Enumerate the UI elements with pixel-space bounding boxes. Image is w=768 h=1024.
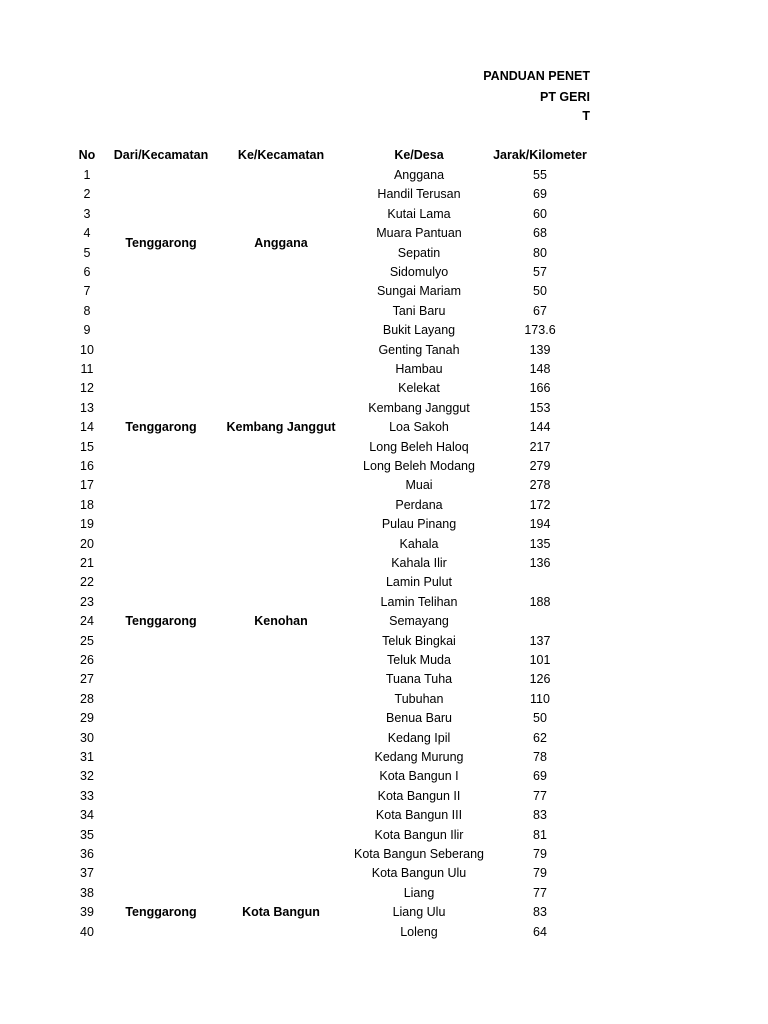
header-no: No (78, 148, 96, 162)
header-dari: Dari/Kecamatan (113, 148, 209, 162)
village-name: Kelekat (398, 381, 440, 396)
village-name: Lamin Pulut (385, 575, 452, 590)
table-row (0, 690, 768, 709)
distance-km: 279 (529, 459, 551, 473)
title-line-3: T (582, 109, 590, 123)
title-line-2: PT GERI (539, 90, 590, 104)
village-name: Lamin Telihan (380, 594, 458, 609)
row-number: 38 (80, 885, 94, 900)
row-number: 35 (80, 827, 94, 842)
row-number: 1 (83, 168, 91, 182)
distance-km: 83 (533, 905, 547, 920)
row-number: 23 (80, 594, 94, 609)
table-row (0, 341, 768, 360)
village-name: Tubuhan (394, 691, 444, 706)
distance-km: 60 (533, 206, 547, 221)
distance-km: 50 (533, 711, 547, 726)
distance-km: 166 (529, 381, 551, 396)
village-name: Bukit Layang (382, 323, 456, 338)
village-name: Kota Bangun Ilir (374, 827, 464, 842)
distance-km: 77 (533, 788, 547, 803)
row-number: 34 (80, 808, 94, 823)
table-row (0, 438, 768, 457)
distance-km: 78 (533, 750, 547, 764)
village-name: Kahala (399, 536, 439, 551)
distance-km: 217 (529, 439, 551, 454)
village-name: Kembang Janggut (368, 400, 470, 415)
village-name: Teluk Bingkai (382, 633, 456, 648)
row-number: 39 (80, 905, 94, 920)
distance-km: 172 (529, 497, 551, 512)
group-dari-label: Tenggarong (125, 614, 197, 628)
table-row (0, 457, 768, 476)
row-number: 2 (83, 187, 91, 202)
village-name: Kota Bangun III (375, 808, 463, 823)
village-name: Kedang Ipil (387, 730, 451, 745)
header-desa: Ke/Desa (394, 148, 444, 162)
distance-km: 188 (529, 594, 551, 609)
village-name: Sungai Mariam (376, 284, 462, 299)
distance-km: 79 (533, 866, 547, 881)
village-name: Kedang Murung (374, 750, 464, 764)
village-name: Pulau Pinang (381, 517, 457, 532)
village-name: Kota Bangun Seberang (354, 847, 484, 861)
table-row (0, 263, 768, 282)
table-row (0, 535, 768, 554)
table-row (0, 282, 768, 301)
distance-km: 137 (529, 633, 551, 648)
table-row (0, 670, 768, 689)
table-row (0, 651, 768, 670)
row-number: 17 (80, 478, 94, 493)
table-row (0, 185, 768, 204)
village-name: Kutai Lama (387, 206, 451, 221)
table-row (0, 767, 768, 786)
distance-km: 57 (533, 265, 547, 279)
village-name: Loleng (400, 924, 438, 939)
table-row (0, 399, 768, 418)
row-number: 22 (80, 575, 94, 590)
distance-km: 148 (529, 362, 551, 376)
village-name: Tani Baru (392, 303, 446, 318)
row-number: 10 (80, 342, 94, 357)
row-number: 13 (80, 400, 94, 415)
village-name: Handil Terusan (377, 187, 461, 202)
row-number: 31 (80, 750, 94, 764)
village-name: Muara Pantuan (376, 226, 462, 241)
row-number: 25 (80, 633, 94, 648)
title-line-1: PANDUAN PENET (483, 69, 590, 83)
table-row (0, 923, 768, 942)
table-row (0, 496, 768, 515)
village-name: Genting Tanah (378, 342, 460, 357)
row-number: 26 (80, 653, 94, 667)
table-row (0, 302, 768, 321)
table-row (0, 360, 768, 379)
distance-km: 153 (529, 400, 551, 415)
table-row (0, 787, 768, 806)
table-row (0, 806, 768, 825)
row-number: 11 (80, 362, 94, 376)
table-row (0, 321, 768, 340)
table-row (0, 826, 768, 845)
distance-km: 144 (529, 420, 551, 435)
group-dari-label: Tenggarong (125, 905, 197, 919)
row-number: 6 (83, 265, 91, 279)
distance-km: 69 (533, 187, 547, 202)
village-name: Semayang (389, 614, 449, 629)
group-ke-label: Kembang Janggut (226, 420, 336, 434)
group-dari-label: Tenggarong (125, 420, 197, 434)
row-number: 15 (80, 439, 94, 454)
village-name: Kota Bangun Ulu (371, 866, 467, 881)
village-name: Benua Baru (385, 711, 453, 726)
row-number: 32 (80, 769, 94, 784)
distance-km: 83 (533, 808, 547, 823)
village-name: Sidomulyo (389, 265, 449, 279)
village-name: Liang (403, 885, 435, 900)
row-number: 36 (80, 847, 94, 861)
distance-km: 79 (533, 847, 547, 861)
row-number: 24 (80, 614, 94, 629)
group-dari-label: Tenggarong (125, 236, 197, 250)
village-name: Kota Bangun I (379, 769, 459, 784)
distance-km: 64 (533, 924, 547, 939)
row-number: 5 (83, 245, 91, 260)
row-number: 20 (80, 536, 94, 551)
distance-km: 81 (533, 827, 547, 842)
village-name: Loa Sakoh (389, 420, 449, 435)
village-name: Teluk Muda (387, 653, 451, 667)
row-number: 9 (83, 323, 91, 338)
distance-km: 135 (529, 536, 551, 551)
row-number: 7 (83, 284, 91, 299)
row-number: 28 (80, 691, 94, 706)
village-name: Long Beleh Haloq (369, 439, 469, 454)
row-number: 27 (80, 672, 94, 687)
table-row (0, 476, 768, 495)
row-number: 8 (83, 303, 91, 318)
row-number: 29 (80, 711, 94, 726)
distance-km: 110 (530, 691, 550, 706)
distance-km: 194 (529, 517, 551, 532)
distance-km: 62 (533, 730, 547, 745)
distance-km: 278 (529, 478, 551, 493)
row-number: 21 (80, 556, 94, 570)
distance-km: 77 (533, 885, 547, 900)
distance-km: 139 (529, 342, 551, 357)
table-row (0, 205, 768, 224)
header-ke: Ke/Kecamatan (237, 148, 325, 162)
table-row (0, 166, 768, 185)
village-name: Tuana Tuha (385, 672, 453, 687)
table-row (0, 554, 768, 573)
row-number: 12 (80, 381, 94, 396)
group-ke-label: Anggana (254, 236, 308, 250)
village-name: Liang Ulu (392, 905, 446, 920)
table-row (0, 379, 768, 398)
group-ke-label: Kota Bangun (242, 905, 320, 919)
row-number: 19 (80, 517, 94, 532)
row-number: 33 (80, 788, 94, 803)
village-name: Kahala Ilir (391, 556, 447, 570)
distance-km: 126 (529, 672, 551, 687)
table-row (0, 632, 768, 651)
village-name: Anggana (393, 168, 445, 182)
village-name: Kota Bangun II (377, 788, 461, 803)
distance-km: 69 (533, 769, 547, 784)
village-name: Hambau (395, 362, 443, 376)
row-number: 3 (83, 206, 91, 221)
table-row (0, 573, 768, 592)
distance-km: 101 (529, 653, 551, 667)
table-row (0, 884, 768, 903)
village-name: Long Beleh Modang (363, 459, 475, 473)
row-number: 37 (80, 866, 94, 881)
table-row (0, 748, 768, 767)
village-name: Sepatin (397, 245, 441, 260)
header-jarak: Jarak/Kilometer (493, 148, 587, 162)
distance-km: 50 (533, 284, 547, 299)
distance-km: 55 (533, 168, 547, 182)
table-row (0, 593, 768, 612)
distance-km: 67 (533, 303, 547, 318)
table-row (0, 845, 768, 864)
village-name: Perdana (395, 497, 443, 512)
distance-km: 80 (533, 245, 547, 260)
distance-km: 136 (529, 556, 551, 570)
row-number: 4 (83, 226, 91, 241)
title-block (0, 68, 590, 128)
table-row (0, 729, 768, 748)
distance-km: 68 (533, 226, 547, 241)
distance-km: 173.6 (524, 323, 556, 338)
row-number: 18 (80, 497, 94, 512)
row-number: 40 (80, 924, 94, 939)
table-row (0, 709, 768, 728)
row-number: 30 (80, 730, 94, 745)
table-row (0, 864, 768, 883)
row-number: 14 (80, 420, 94, 435)
group-ke-label: Kenohan (254, 614, 308, 628)
village-name: Muai (405, 478, 433, 493)
table-row (0, 515, 768, 534)
row-number: 16 (80, 459, 94, 473)
